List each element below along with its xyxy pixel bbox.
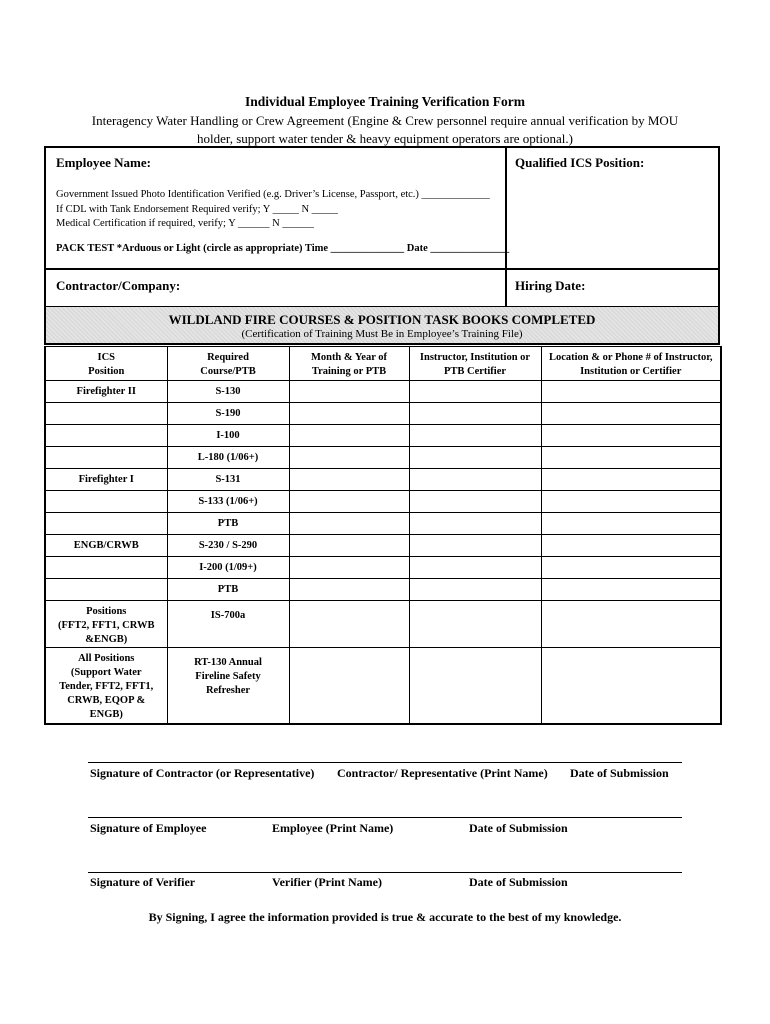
cell-instructor[interactable] xyxy=(409,381,541,403)
cell-training-date[interactable] xyxy=(289,557,409,579)
cell-location-phone[interactable] xyxy=(541,535,721,557)
pack-test-line: PACK TEST *Arduous or Light (circle as appropriate) Time ______________ Date _______________ xyxy=(56,243,510,254)
section-title: WILDLAND FIRE COURSES & POSITION TASK BOOKS COMPLETED xyxy=(168,312,596,327)
cell-ics-position xyxy=(45,579,167,601)
agreement-statement: By Signing, I agree the information provided is true & accurate to the best of my knowledge. xyxy=(148,910,622,924)
cell-ics-position xyxy=(45,513,167,535)
cell-location-phone[interactable] xyxy=(541,648,721,724)
cell-required-course: S-130 xyxy=(167,381,289,403)
cell-instructor[interactable] xyxy=(409,648,541,724)
cell-instructor[interactable] xyxy=(409,447,541,469)
courses-section-banner xyxy=(44,307,720,345)
cell-training-date[interactable] xyxy=(289,381,409,403)
cell-location-phone[interactable] xyxy=(541,425,721,447)
cell-location-phone[interactable] xyxy=(541,513,721,535)
photo-id-line: Government Issued Photo Identification Verified (e.g. Driver’s License, Passport, etc.) _____________ xyxy=(56,189,490,200)
cell-ics-position xyxy=(45,447,167,469)
cell-ics-position xyxy=(45,491,167,513)
cell-location-phone[interactable] xyxy=(541,579,721,601)
cell-training-date[interactable] xyxy=(289,491,409,513)
qualified-ics-label: Qualified ICS Position: xyxy=(515,155,645,170)
cell-training-date[interactable] xyxy=(289,469,409,491)
signature-verifier-label: Signature of Verifier xyxy=(90,875,196,889)
contractor-print-name-label: Contractor/ Representative (Print Name) xyxy=(337,766,548,780)
employee-name-label: Employee Name: xyxy=(56,155,151,170)
table-row xyxy=(45,535,721,557)
cell-location-phone[interactable] xyxy=(541,447,721,469)
cell-location-phone[interactable] xyxy=(541,469,721,491)
cell-training-date[interactable] xyxy=(289,648,409,724)
table-body xyxy=(45,381,721,724)
cell-ics-position xyxy=(45,557,167,579)
section-subtitle: (Certification of Training Must Be in Employee’s Training File) xyxy=(241,328,523,340)
header-ics-position: ICS Position xyxy=(45,347,167,381)
cell-location-phone[interactable] xyxy=(541,403,721,425)
cell-required-course: IS-700a xyxy=(167,601,289,648)
cell-instructor[interactable] xyxy=(409,535,541,557)
cell-training-date[interactable] xyxy=(289,513,409,535)
header-month-year: Month & Year of Training or PTB xyxy=(289,347,409,381)
subtitle-line-1: Interagency Water Handling or Crew Agreement (Engine & Crew personnel require annual verification by MOU xyxy=(91,113,679,128)
employee-print-name-label: Employee (Print Name) xyxy=(272,821,394,835)
table-row xyxy=(45,601,721,648)
hiring-date-label: Hiring Date: xyxy=(515,278,586,293)
cell-required-course: S-131 xyxy=(167,469,289,491)
cell-instructor[interactable] xyxy=(409,469,541,491)
form-title: Individual Employee Training Verification Form xyxy=(244,94,526,109)
table-header-row xyxy=(45,347,721,381)
medical-line: Medical Certification if required, verify; Y ______ N ______ xyxy=(56,218,314,229)
cell-instructor[interactable] xyxy=(409,579,541,601)
cell-training-date[interactable] xyxy=(289,447,409,469)
cell-required-course: I-100 xyxy=(167,425,289,447)
cell-required-course: S-133 (1/06+) xyxy=(167,491,289,513)
contractor-company-label: Contractor/Company: xyxy=(56,278,181,293)
verifier-print-name-label: Verifier (Print Name) xyxy=(272,875,382,889)
contractor-date-label: Date of Submission xyxy=(570,766,669,780)
cell-training-date[interactable] xyxy=(289,425,409,447)
cell-instructor[interactable] xyxy=(409,491,541,513)
cell-required-course: RT-130 Annual Fireline Safety Refresher xyxy=(167,648,289,724)
cell-required-course: S-190 xyxy=(167,403,289,425)
cell-instructor[interactable] xyxy=(409,557,541,579)
cell-ics-position xyxy=(45,403,167,425)
cell-ics-position xyxy=(45,425,167,447)
table-row xyxy=(45,491,721,513)
employee-info-box xyxy=(44,146,720,308)
table-row xyxy=(45,425,721,447)
cell-training-date[interactable] xyxy=(289,535,409,557)
table-row xyxy=(45,513,721,535)
cell-instructor[interactable] xyxy=(409,601,541,648)
table-row xyxy=(45,648,721,724)
cell-location-phone[interactable] xyxy=(541,491,721,513)
cdl-line: If CDL with Tank Endorsement Required verify; Y _____ N _____ xyxy=(56,204,338,215)
cell-instructor[interactable] xyxy=(409,513,541,535)
cell-ics-position: Positions (FFT2, FFT1, CRWB &ENGB) xyxy=(45,601,167,648)
cell-instructor[interactable] xyxy=(409,403,541,425)
table-row xyxy=(45,403,721,425)
cell-training-date[interactable] xyxy=(289,403,409,425)
table-row xyxy=(45,469,721,491)
cell-location-phone[interactable] xyxy=(541,557,721,579)
table-row xyxy=(45,557,721,579)
info-divider-vertical xyxy=(505,148,507,306)
cell-required-course: I-200 (1/09+) xyxy=(167,557,289,579)
form-subtitle xyxy=(90,112,680,148)
cell-required-course: S-230 / S-290 xyxy=(167,535,289,557)
cell-required-course: L-180 (1/06+) xyxy=(167,447,289,469)
cell-ics-position: All Positions (Support Water Tender, FFT2, FFT1, CRWB, EQOP & ENGB) xyxy=(45,648,167,724)
cell-location-phone[interactable] xyxy=(541,601,721,648)
training-table xyxy=(44,346,722,725)
signature-employee-label: Signature of Employee xyxy=(90,821,207,835)
table-row xyxy=(45,381,721,403)
cell-required-course: PTB xyxy=(167,579,289,601)
cell-training-date[interactable] xyxy=(289,601,409,648)
header-location-phone: Location & or Phone # of Instructor, Institution or Certifier xyxy=(541,347,721,381)
cell-ics-position: ENGB/CRWB xyxy=(45,535,167,557)
info-divider-horizontal xyxy=(46,268,718,270)
cell-required-course: PTB xyxy=(167,513,289,535)
cell-training-date[interactable] xyxy=(289,579,409,601)
signature-line-1 xyxy=(88,762,682,763)
signature-line-3 xyxy=(88,872,682,873)
cell-location-phone[interactable] xyxy=(541,381,721,403)
signature-line-2 xyxy=(88,817,682,818)
table-row xyxy=(45,579,721,601)
cell-ics-position: Firefighter II xyxy=(45,381,167,403)
table-row xyxy=(45,447,721,469)
header-instructor: Instructor, Institution or PTB Certifier xyxy=(409,347,541,381)
employee-date-label: Date of Submission xyxy=(469,821,568,835)
cell-instructor[interactable] xyxy=(409,425,541,447)
cell-ics-position: Firefighter I xyxy=(45,469,167,491)
signature-contractor-label: Signature of Contractor (or Representative) xyxy=(90,766,315,780)
header-required-course: Required Course/PTB xyxy=(167,347,289,381)
verifier-date-label: Date of Submission xyxy=(469,875,568,889)
subtitle-line-2: holder, support water tender & heavy equipment operators are optional.) xyxy=(197,131,573,146)
